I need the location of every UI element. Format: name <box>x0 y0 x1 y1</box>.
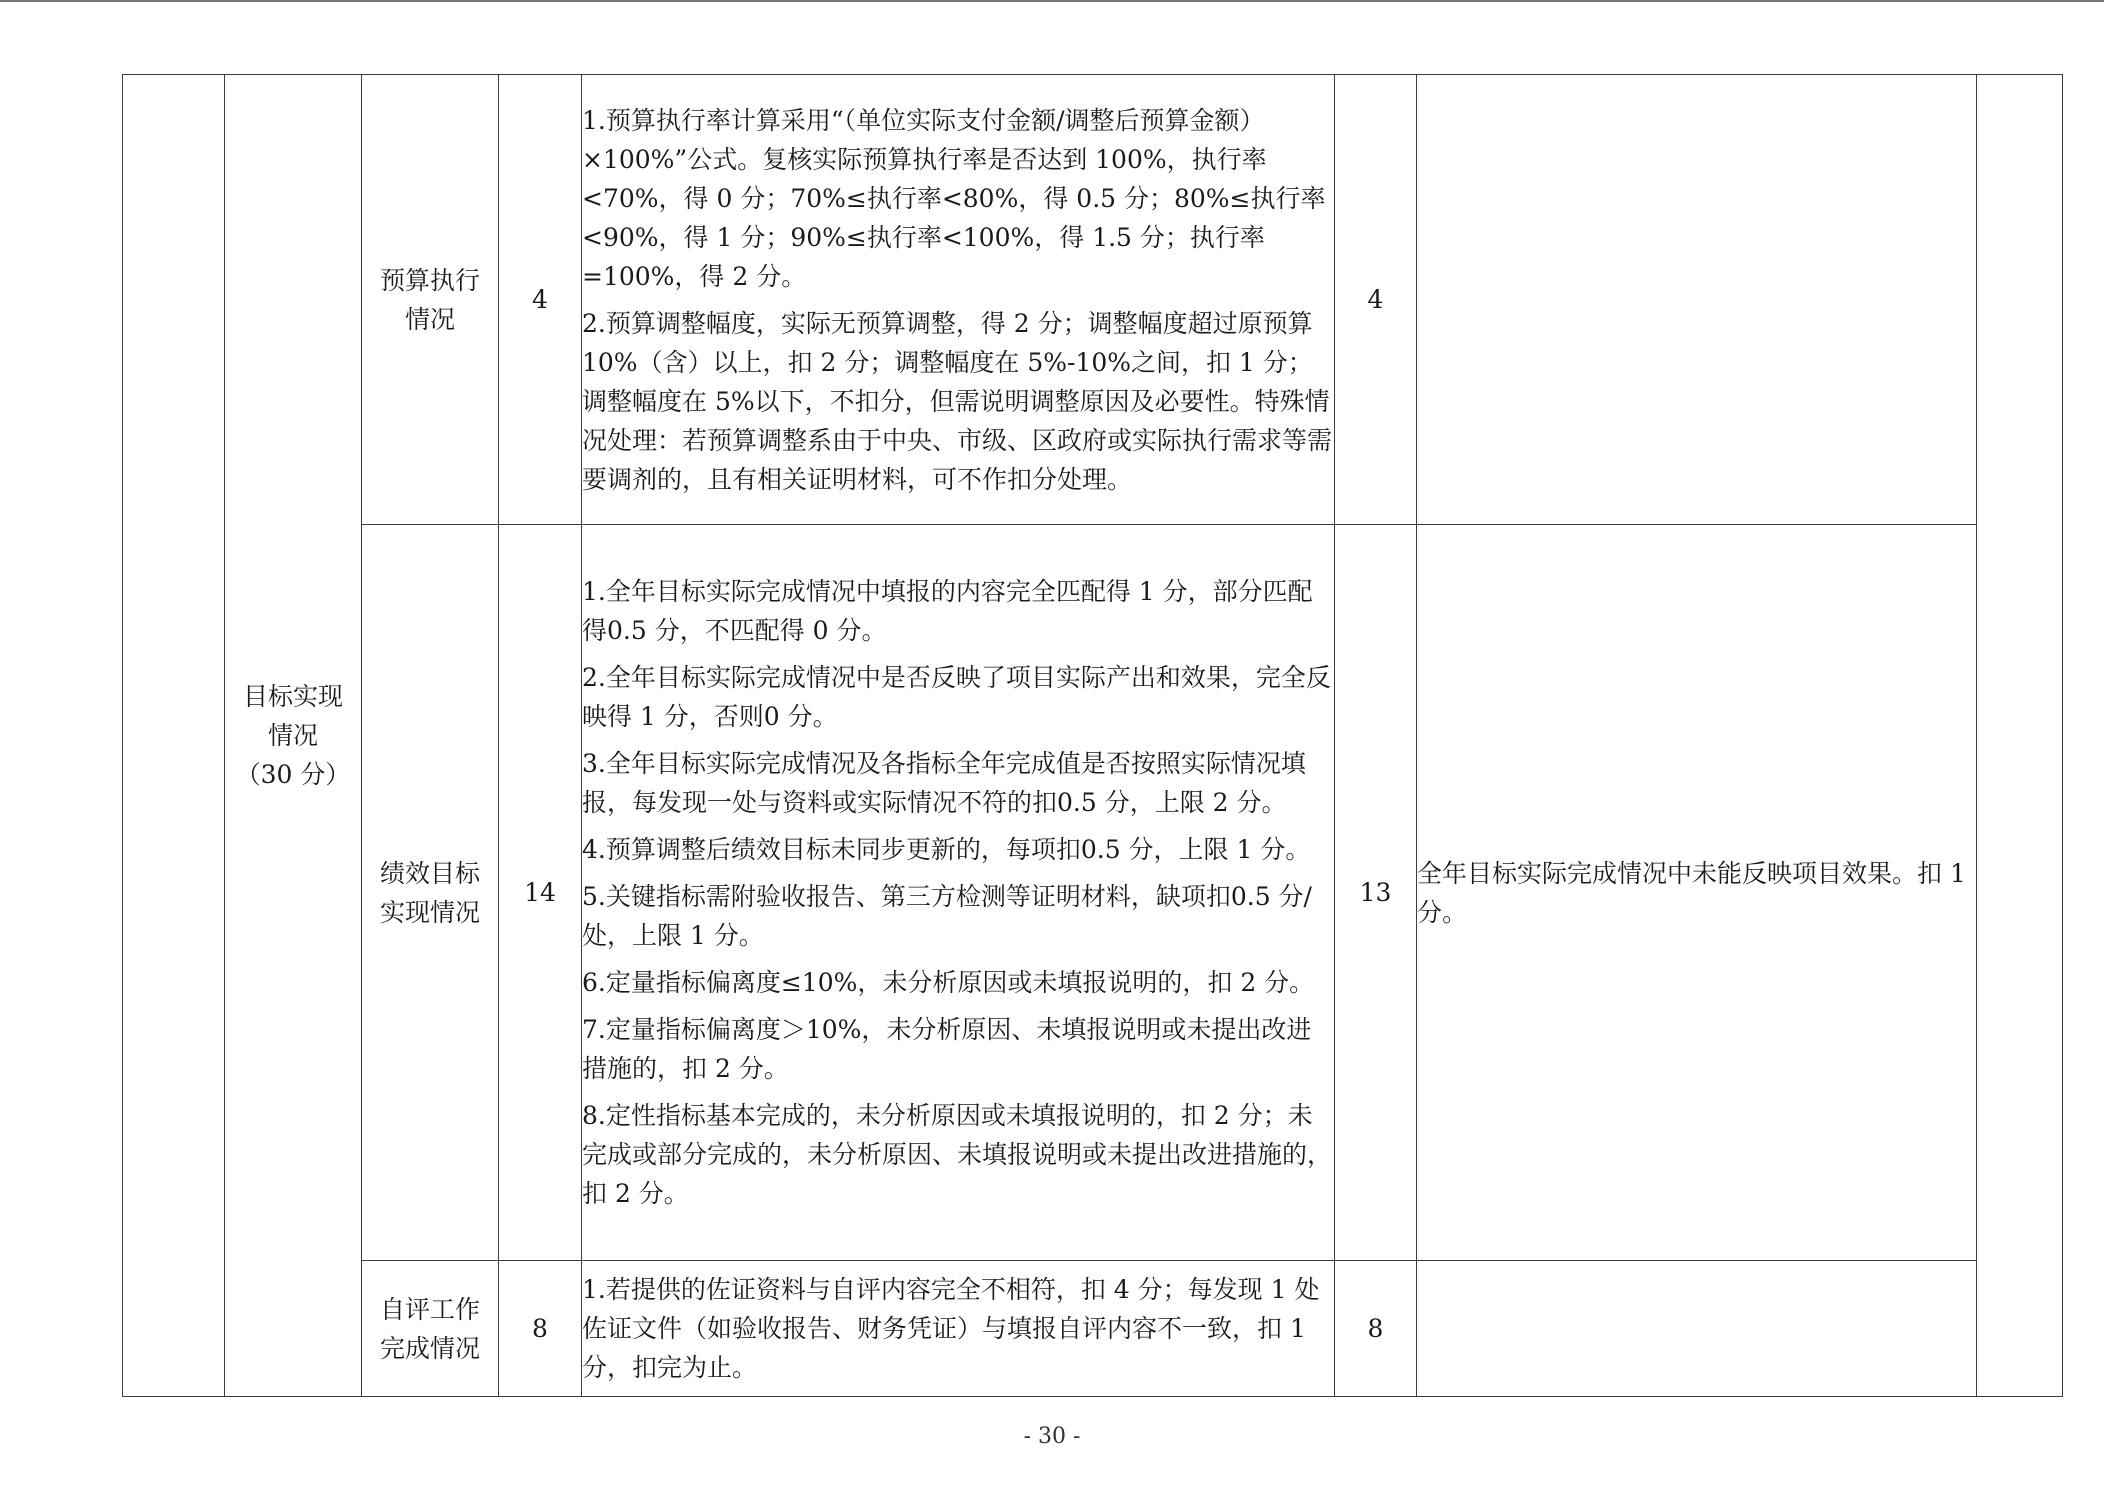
weight-cell: 8 <box>499 1261 582 1397</box>
criteria-item: 2.全年目标实际完成情况中是否反映了项目实际产出和效果，完全反映得 1 分，否则0 分。 <box>582 663 1331 731</box>
criteria-item: 2.预算调整幅度，实际无预算调整，得 2 分；调整幅度超过原预算 10%（含）以上，扣 2 分；调整幅度在 5%-10%之间，扣 1 分；调整幅度在 5%以下，不扣分，但需说明调整原因及必要性。特殊情况处理：若预算调整系由于中央、市级、区政府或实际执行需求等需要调剂的，且有相关证明材料，可不作扣分处理。 <box>582 308 1333 494</box>
table-row-self-evaluation <box>123 1261 2063 1397</box>
category-cell <box>225 75 362 1397</box>
criteria-item: 1.预算执行率计算采用“（单位实际支付金额/调整后预算金额）×100%”公式。复核实际预算执行率是否达到 100%，执行率<70%，得 0 分；70%≤执行率<80%，得 0.5 分；80%≤执行率<90%，得 1 分；90%≤执行率<100%，得 1.5 分；执行率=100%，得 2 分。 <box>582 105 1326 291</box>
criteria-cell <box>582 1261 1335 1397</box>
weight-cell: 4 <box>499 75 582 525</box>
criteria-item: 1.全年目标实际完成情况中填报的内容完全匹配得 1 分，部分匹配得0.5 分，不匹配得 0 分。 <box>582 577 1313 645</box>
remark-cell: 全年目标实际完成情况中未能反映项目效果。扣 1 分。 <box>1417 525 1977 1261</box>
criteria-item: 5.关键指标需附验收报告、第三方检测等证明材料，缺项扣0.5 分/处，上限 1 分。 <box>582 882 1312 950</box>
weight-cell: 14 <box>499 525 582 1261</box>
criteria-item: 4.预算调整后绩效目标未同步更新的，每项扣0.5 分，上限 1 分。 <box>582 835 1311 864</box>
criteria-item: 3.全年目标实际完成情况及各指标全年完成值是否按照实际情况填报，每发现一处与资料或实际情况不符的扣0.5 分，上限 2 分。 <box>582 749 1306 817</box>
evaluation-table <box>122 74 2063 1397</box>
score-cell: 13 <box>1335 525 1417 1261</box>
criteria-item: 8.定性指标基本完成的，未分析原因或未填报说明的，扣 2 分；未完成或部分完成的，未分析原因、未填报说明或未提出改进措施的，扣 2 分。 <box>582 1101 1333 1208</box>
remark-cell <box>1417 75 1977 525</box>
indicator-label: 自评工作 完成情况 <box>379 1294 480 1363</box>
last-column-cell <box>1977 75 2063 1397</box>
category-label: 目标实现 情况 （30 分） <box>235 682 351 789</box>
indicator-label: 绩效目标 实现情况 <box>379 858 480 927</box>
page-number: - 30 - <box>1023 1424 1081 1449</box>
indicator-cell <box>362 525 499 1261</box>
score-cell: 8 <box>1335 1261 1417 1397</box>
criteria-item: 7.定量指标偏离度＞10%，未分析原因、未填报说明或未提出改进措施的，扣 2 分。 <box>582 1015 1312 1083</box>
criteria-item: 6.定量指标偏离度≤10%，未分析原因或未填报说明的，扣 2 分。 <box>582 968 1315 997</box>
criteria-item: 1.若提供的佐证资料与自评内容完全不相符，扣 4 分；每发现 1 处佐证文件（如验收报告、财务凭证）与填报自评内容不一致，扣 1 分，扣完为止。 <box>582 1275 1320 1382</box>
table-row-budget <box>123 75 2063 525</box>
table-row-performance <box>123 525 2063 1261</box>
top-border-line <box>0 0 2104 2</box>
criteria-cell <box>582 525 1335 1261</box>
indicator-label: 预算执行 情况 <box>379 265 480 334</box>
remark-cell <box>1417 1261 1977 1397</box>
indicator-cell <box>362 75 499 525</box>
criteria-cell <box>582 75 1335 525</box>
first-column-cell <box>123 75 225 1397</box>
score-cell: 4 <box>1335 75 1417 525</box>
indicator-cell <box>362 1261 499 1397</box>
